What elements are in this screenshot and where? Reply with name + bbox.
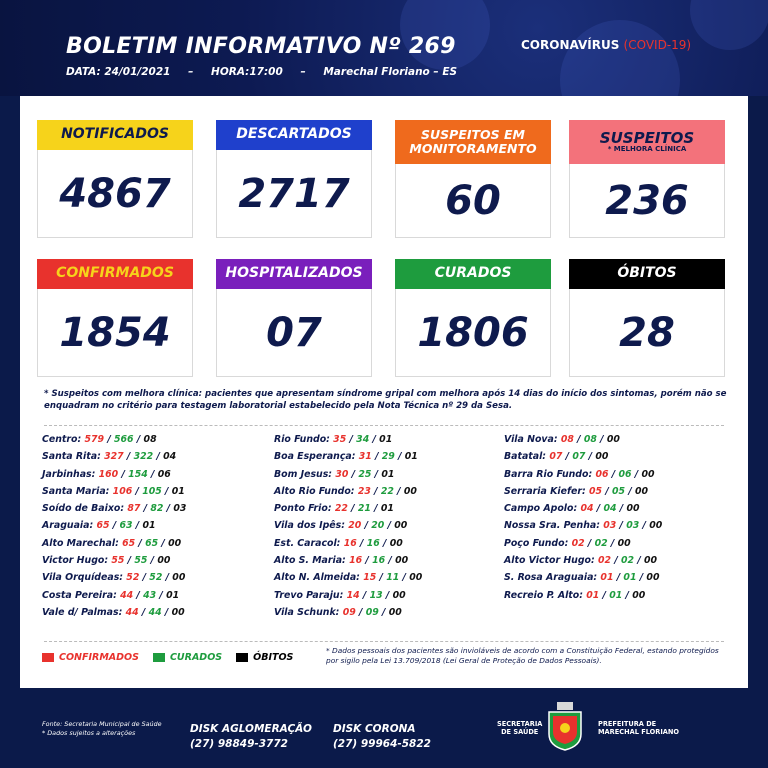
slash: / (596, 434, 607, 445)
org-line: SECRETARIA (497, 720, 543, 728)
confirmed-count: 22 (334, 503, 348, 515)
card-label-line: SUSPEITOS EM (421, 127, 525, 143)
recovered-count: 29 (381, 451, 395, 463)
slash: / (371, 451, 382, 463)
separator: – (300, 66, 306, 78)
card-hospitalizados (216, 259, 372, 377)
slash: / (611, 555, 622, 567)
deaths-count: 00 (392, 589, 406, 601)
source-line: * Dados sujeitos a alterações (42, 728, 136, 737)
locality-name: Campo Apolo: (504, 503, 578, 515)
disk-aglomeracao (190, 722, 312, 752)
locality-name: Barra Rio Fundo: (504, 468, 593, 480)
locality-row (274, 572, 422, 589)
recovered-count: 21 (357, 503, 371, 515)
bulletin-time: HORA:17:00 (211, 66, 283, 78)
city-crest-icon (545, 700, 585, 752)
locality-name: Vila dos Ipês: (274, 520, 345, 532)
clinical-note: * Suspeitos com melhora clínica: pacientes que apresentam síndrome gripal com melhora após 14 dias do início dos sintomas, porém não se enquadram no critério para testagem laboratorial estabelecido pela Nota Técnica nº 29 da Sesa. (44, 389, 727, 412)
deaths-count: 00 (157, 555, 171, 567)
health-department (497, 720, 542, 736)
recovered-count: 154 (128, 468, 148, 480)
recovered-count: 08 (583, 434, 597, 445)
card-label: DESCARTADOS (216, 120, 372, 150)
locality-name: Soído de Baixo: (42, 503, 125, 515)
card-label-line: MONITORAMENTO (409, 141, 537, 156)
legend-label: CURADOS (169, 652, 223, 663)
slash: / (376, 572, 387, 584)
locality-name: Trevo Paraju: (274, 589, 344, 601)
recovered-count: 20 (371, 520, 385, 532)
confirmed-count: 65 (122, 537, 136, 549)
slash: / (161, 485, 172, 497)
card-value: 1806 (417, 310, 529, 356)
deaths-count: 00 (394, 520, 408, 532)
separator: – (188, 66, 194, 78)
recovered-count: 02 (621, 555, 635, 567)
slash: / (382, 589, 393, 601)
deaths-count: 00 (168, 537, 182, 549)
recovered-count: 02 (594, 537, 608, 549)
slash: / (163, 503, 174, 515)
source-line: Fonte: Secretaria Municipal de Saúde (42, 720, 162, 728)
locality-name: Rio Fundo: (274, 434, 330, 445)
slash: / (361, 520, 372, 532)
confirmed-count: 55 (111, 555, 125, 567)
legend (42, 652, 293, 663)
locality-name: Jarbinhas: (42, 468, 96, 480)
locality-name: Vale d/ Palmas: (42, 606, 123, 618)
deaths-count: 00 (617, 537, 631, 549)
deaths-count: 00 (632, 589, 646, 601)
locality-name: Araguaia: (42, 520, 94, 532)
slash: / (161, 606, 172, 618)
slash: / (602, 485, 613, 497)
slash: / (346, 434, 357, 445)
recovered-count: 03 (626, 520, 640, 532)
slash: / (118, 468, 129, 480)
recovered-count: 25 (358, 468, 372, 480)
deaths-count: 01 (381, 468, 395, 480)
locality-row (42, 572, 186, 589)
slash: / (156, 589, 167, 601)
recovered-count: 105 (142, 485, 162, 497)
locality-name: Poço Fundo: (504, 537, 569, 549)
slash: / (584, 537, 595, 549)
slash: / (384, 520, 395, 532)
confirmed-count: 06 (595, 468, 609, 480)
card-curados (395, 259, 551, 377)
deaths-count: 03 (173, 503, 187, 515)
locality-row (504, 434, 662, 451)
locality-row (274, 503, 422, 520)
confirmed-count: 16 (343, 537, 357, 549)
locality-row (504, 555, 662, 572)
locality-row (274, 555, 422, 572)
slash: / (622, 589, 633, 601)
confirmed-count: 20 (348, 520, 362, 532)
confirmed-count: 08 (560, 434, 574, 445)
recovered-count: 07 (572, 451, 586, 463)
card-label: CONFIRMADOS (37, 259, 193, 289)
card-label: CURADOS (395, 259, 551, 289)
disk-phone: (27) 98849-3772 (190, 738, 288, 751)
slash: / (140, 503, 151, 515)
locality-column (504, 434, 662, 607)
locality-row (504, 538, 662, 555)
card-label-main: SUSPEITOS (599, 128, 695, 147)
slash: / (138, 606, 149, 618)
locality-row (42, 503, 186, 520)
deaths-count: 01 (404, 451, 418, 463)
deaths-count: 00 (595, 451, 609, 463)
divider (44, 425, 724, 426)
locality-row (504, 590, 662, 607)
recovered-count: 01 (609, 589, 623, 601)
recovered-count: 11 (386, 572, 400, 584)
locality-column (42, 434, 186, 624)
virus-decoration (690, 0, 768, 50)
recovered-count: 322 (133, 451, 154, 463)
slash: / (133, 589, 144, 601)
locality-row (274, 451, 422, 468)
locality-name: Santa Maria: (42, 485, 110, 497)
locality-name: Est. Caracol: (274, 537, 341, 549)
locality-row (274, 590, 422, 607)
slash: / (132, 485, 143, 497)
confirmed-count: 09 (342, 606, 356, 618)
source-note (42, 720, 162, 737)
locality-name: Vila Schunk: (274, 606, 340, 618)
deaths-count: 00 (649, 520, 663, 532)
card-value: 60 (445, 178, 501, 224)
confirmed-count: 35 (333, 434, 347, 445)
card-label-sub: * MELHORA CLÍNICA (607, 145, 687, 154)
locality-name: Ponto Frio: (274, 503, 332, 515)
slash: / (371, 468, 382, 480)
slash: / (139, 572, 150, 584)
slash: / (370, 503, 381, 515)
locality-row (42, 486, 186, 503)
locality-name: Alto S. Maria: (274, 555, 346, 567)
card-obitos (569, 259, 725, 377)
disk-title: DISK CORONA (333, 723, 416, 735)
slash: / (135, 537, 146, 549)
slash: / (616, 503, 627, 515)
deaths-count: 00 (409, 572, 423, 584)
recovered-count: 52 (149, 572, 163, 584)
slash: / (362, 555, 373, 567)
org-line: DE SAÚDE (501, 728, 539, 737)
deaths-count: 00 (395, 555, 409, 567)
brand-name: CORONAVÍRUS (521, 38, 620, 52)
locality-row (274, 434, 422, 451)
slash: / (124, 555, 135, 567)
confirmed-count: 65 (96, 520, 110, 532)
confirmed-count: 160 (98, 468, 119, 480)
slash: / (356, 537, 367, 549)
locality-row (42, 520, 186, 537)
slash: / (109, 520, 120, 532)
brand (521, 38, 691, 52)
locality-row (274, 538, 422, 555)
recovered-count: 09 (365, 606, 379, 618)
deaths-count: 01 (171, 485, 185, 497)
slash: / (162, 572, 173, 584)
legend-label: CONFIRMADOS (59, 652, 139, 663)
slash: / (359, 589, 370, 601)
card-suspeitos (569, 120, 725, 238)
locality-name: Alto N. Almeida: (274, 572, 360, 584)
locality-name: Victor Hugo: (42, 555, 109, 567)
confirmed-count: 15 (363, 572, 377, 584)
confirmed-count: 05 (589, 485, 603, 497)
recovered-count: 82 (150, 503, 164, 515)
confirmed-count: 30 (335, 468, 349, 480)
recovered-count: 43 (143, 589, 157, 601)
deaths-count: 00 (172, 572, 186, 584)
legend-label: ÓBITOS (253, 652, 294, 663)
footer (0, 688, 768, 768)
slash: / (593, 503, 604, 515)
card-value: 2717 (238, 171, 350, 217)
slash: / (639, 520, 650, 532)
locality-name: Alto Victor Hugo: (504, 555, 595, 567)
locality-row (42, 607, 186, 624)
confirmed-count: 16 (349, 555, 363, 567)
slash: / (379, 537, 390, 549)
locality-row (42, 555, 186, 572)
slash: / (394, 451, 405, 463)
confirmed-count: 52 (126, 572, 140, 584)
slash: / (599, 589, 610, 601)
disk-title: DISK AGLOMERAÇÃO (190, 723, 312, 735)
slash: / (348, 468, 359, 480)
card-label: NOTIFICADOS (37, 120, 193, 150)
confirmed-count: 327 (104, 451, 124, 463)
recovered-count: 566 (114, 434, 134, 445)
legend-swatch (153, 653, 165, 662)
card-monitoramento (395, 120, 551, 238)
recovered-count: 06 (618, 468, 632, 480)
locality-name: Vila Nova: (504, 434, 558, 445)
locality-row (42, 451, 186, 468)
locality-row (42, 469, 186, 486)
slash: / (158, 537, 169, 549)
slash: / (378, 606, 389, 618)
slash: / (634, 555, 645, 567)
recovered-count: 63 (119, 520, 133, 532)
slash: / (133, 434, 144, 445)
card-notificados (37, 120, 193, 238)
slash: / (385, 555, 396, 567)
locality-name: Alto Rio Fundo: (274, 485, 355, 497)
recovered-count: 44 (148, 606, 162, 618)
deaths-count: 08 (143, 434, 157, 445)
slash: / (625, 485, 636, 497)
disk-corona (333, 722, 431, 752)
confirmed-count: 02 (598, 555, 612, 567)
deaths-count: 00 (626, 503, 640, 515)
brand-suffix: (COVID-19) (623, 38, 692, 52)
locality-row (42, 434, 186, 451)
slash: / (607, 537, 618, 549)
slash: / (631, 468, 642, 480)
slash: / (147, 555, 158, 567)
confirmed-count: 579 (84, 434, 105, 445)
card-value: 07 (266, 310, 322, 356)
locality-name: Recreio P. Alto: (504, 589, 583, 601)
recovered-count: 22 (380, 485, 394, 497)
slash: / (608, 468, 619, 480)
deaths-count: 00 (644, 555, 658, 567)
confirmed-count: 14 (346, 589, 360, 601)
deaths-count: 00 (606, 434, 620, 445)
recovered-count: 65 (145, 537, 159, 549)
card-confirmados (37, 259, 193, 377)
slash: / (616, 520, 627, 532)
locality-row (504, 469, 662, 486)
slash: / (104, 434, 115, 445)
city-hall (598, 720, 679, 736)
deaths-count: 01 (379, 434, 393, 445)
deaths-count: 00 (171, 606, 185, 618)
locality-name: S. Rosa Araguaia: (504, 572, 598, 584)
locality-name: Santa Rita: (42, 451, 101, 463)
disk-phone: (27) 99964-5822 (333, 738, 431, 751)
recovered-count: 04 (603, 503, 617, 515)
legend-obitos (236, 652, 293, 663)
slash: / (573, 434, 584, 445)
locality-row (274, 486, 422, 503)
bulletin-title: BOLETIM INFORMATIVO Nº 269 (66, 34, 456, 59)
locality-row (504, 503, 662, 520)
recovered-count: 13 (369, 589, 383, 601)
legend-swatch (42, 653, 54, 662)
recovered-count: 16 (366, 537, 380, 549)
deaths-count: 01 (166, 589, 180, 601)
recovered-count: 34 (356, 434, 370, 445)
slash: / (636, 572, 647, 584)
legend-curados (153, 652, 222, 663)
bulletin-date: DATA: 24/01/2021 (66, 66, 171, 78)
locality-row (504, 486, 662, 503)
bulletin-location: Marechal Floriano – ES (323, 66, 458, 78)
locality-name: Serraria Kiefer: (504, 485, 586, 497)
locality-name: Boa Esperança: (274, 451, 356, 463)
locality-name: Vila Orquídeas: (42, 572, 124, 584)
locality-row (274, 607, 422, 624)
deaths-count: 00 (403, 485, 417, 497)
locality-row (504, 451, 662, 468)
legend-swatch (236, 653, 248, 662)
slash: / (123, 451, 134, 463)
deaths-count: 04 (163, 451, 177, 463)
slash: / (132, 520, 143, 532)
deaths-count: 01 (142, 520, 156, 532)
bulletin-subtitle (66, 66, 471, 78)
card-label: ÓBITOS (569, 259, 725, 289)
locality-name: Nossa Sra. Penha: (504, 520, 600, 532)
card-value: 1854 (59, 310, 171, 356)
confirmed-count: 44 (120, 589, 134, 601)
confirmed-count: 03 (603, 520, 617, 532)
slash: / (393, 485, 404, 497)
divider (44, 641, 724, 642)
slash: / (562, 451, 573, 463)
slash: / (585, 451, 596, 463)
locality-name: Costa Pereira: (42, 589, 117, 601)
confirmed-count: 07 (549, 451, 563, 463)
card-value: 236 (605, 178, 689, 224)
deaths-count: 00 (635, 485, 649, 497)
deaths-count: 00 (646, 572, 660, 584)
slash: / (347, 503, 358, 515)
locality-name: Alto Marechal: (42, 537, 119, 549)
confirmed-count: 01 (586, 589, 600, 601)
recovered-count: 55 (134, 555, 148, 567)
locality-row (42, 538, 186, 555)
card-value: 4867 (59, 171, 171, 217)
deaths-count: 06 (157, 468, 171, 480)
slash: / (153, 451, 164, 463)
slash: / (355, 606, 366, 618)
locality-column (274, 434, 422, 624)
locality-name: Bom Jesus: (274, 468, 333, 480)
card-label (395, 120, 551, 164)
confirmed-count: 106 (112, 485, 133, 497)
deaths-count: 00 (641, 468, 655, 480)
deaths-count: 00 (388, 606, 402, 618)
locality-name: Batatal: (504, 451, 547, 463)
confirmed-count: 23 (357, 485, 371, 497)
confirmed-count: 31 (358, 451, 372, 463)
locality-row (504, 572, 662, 589)
slash: / (370, 485, 381, 497)
locality-row (504, 520, 662, 537)
confirmed-count: 01 (600, 572, 614, 584)
confirmed-count: 02 (571, 537, 585, 549)
recovered-count: 01 (623, 572, 637, 584)
locality-name: Centro: (42, 434, 82, 445)
confirmed-count: 04 (580, 503, 594, 515)
card-value: 28 (619, 310, 675, 356)
card-label (569, 120, 725, 164)
card-descartados (216, 120, 372, 238)
card-label: HOSPITALIZADOS (216, 259, 372, 289)
legend-confirmados (42, 652, 139, 663)
org-line: PREFEITURA DE (598, 720, 657, 728)
deaths-count: 01 (380, 503, 394, 515)
slash: / (147, 468, 158, 480)
org-line: MARECHAL FLORIANO (598, 728, 680, 737)
recovered-count: 16 (372, 555, 386, 567)
locality-row (274, 520, 422, 537)
privacy-note: * Dados pessoais dos pacientes são invioláveis de acordo com a Constituição Federal, estando protegidos por sigilo pela Lei 13.709/2018 (Lei Geral de Proteção de Dados Pessoais). (326, 646, 719, 666)
slash: / (369, 434, 380, 445)
deaths-count: 00 (389, 537, 403, 549)
header (0, 0, 768, 96)
slash: / (613, 572, 624, 584)
content-panel (20, 96, 748, 688)
confirmed-count: 87 (127, 503, 141, 515)
recovered-count: 05 (612, 485, 626, 497)
locality-row (42, 590, 186, 607)
locality-row (274, 469, 422, 486)
confirmed-count: 44 (125, 606, 139, 618)
slash: / (399, 572, 410, 584)
